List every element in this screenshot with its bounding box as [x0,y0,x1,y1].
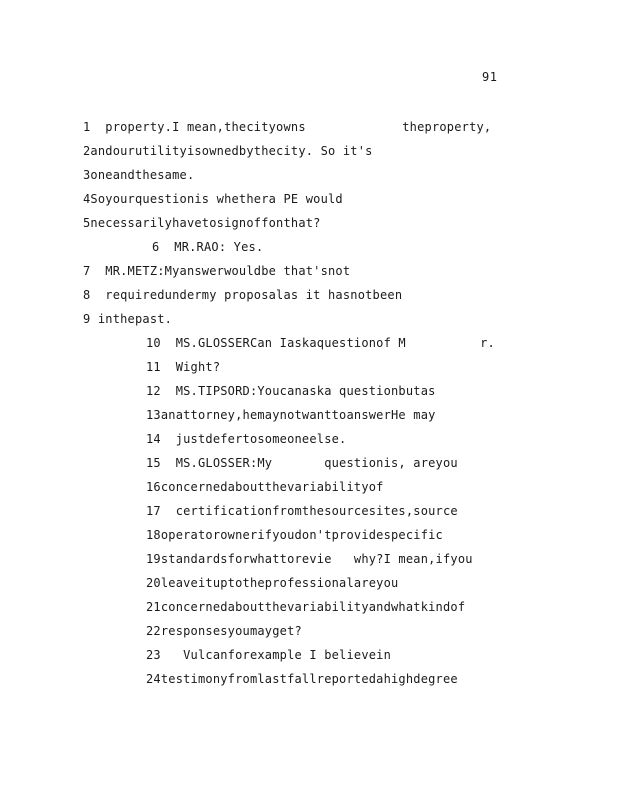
transcript-line-23: 23 Vulcanforexample I believein [146,648,392,662]
transcript-line-24: 24testimonyfromlastfallreportedahighdegree [146,672,458,686]
transcript-line-13: 13anattorney,hemaynotwanttoanswerHe may [146,408,436,422]
transcript-line-20: 20leaveituptotheprofessionalareyou [146,576,399,590]
transcript-line-15: 15 MS.GLOSSER:My questionis, areyou [146,456,458,470]
transcript-line-14: 14 justdefertosomeoneelse. [146,432,347,446]
transcript-line-21: 21concernedaboutthevariabilityandwhatkindof [146,600,466,614]
transcript-line-5: 5necessarilyhavetosignoffonthat? [83,216,321,230]
transcript-line-1: 1 property.I mean,thecityowns theproperty, [83,120,492,134]
page-number: 91 [482,70,498,84]
transcript-line-11: 11 Wight? [146,360,221,374]
transcript-line-10: 10 MS.GLOSSERCan Iaskaquestionof M r. [146,336,495,350]
transcript-line-6: 6 MR.RAO: Yes. [152,240,264,254]
transcript-line-4: 4Soyourquestionis whethera PE would [83,192,343,206]
transcript-line-17: 17 certificationfromthesourcesites,source [146,504,458,518]
transcript-line-16: 16concernedaboutthevariabilityof [146,480,384,494]
transcript-line-3: 3oneandthesame. [83,168,195,182]
transcript-line-8: 8 requiredundermy proposalas it hasnotbeen [83,288,403,302]
transcript-line-12: 12 MS.TIPSORD:Youcanaska questionbutas [146,384,436,398]
transcript-line-2: 2andourutilityisownedbythecity. So it's [83,144,373,158]
transcript-line-19: 19standardsforwhattorevie why?I mean,ifyou [146,552,473,566]
transcript-line-7: 7 MR.METZ:Myanswerwouldbe that'snot [83,264,351,278]
transcript-line-9: 9 inthepast. [83,312,173,326]
transcript-line-18: 18operatorownerifyoudon'tprovidespecific [146,528,443,542]
transcript-line-22: 22responsesyoumayget? [146,624,302,638]
